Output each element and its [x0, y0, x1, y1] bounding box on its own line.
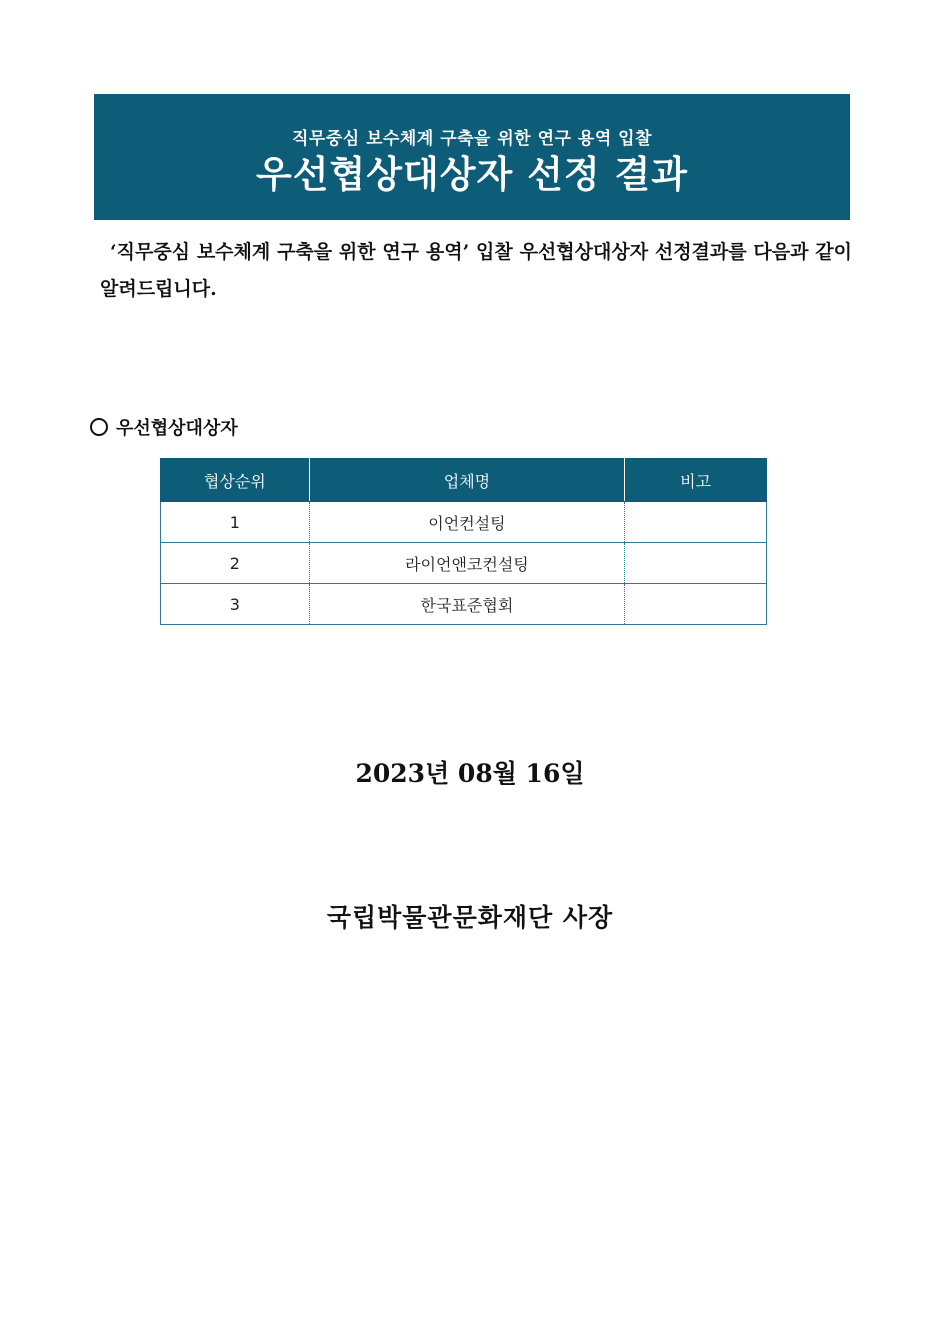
- cell-remarks: [625, 543, 767, 584]
- banner-title: 우선협상대상자 선정 결과: [256, 153, 688, 196]
- section-heading: [90, 414, 238, 440]
- cell-rank: 2: [161, 543, 310, 584]
- intro-paragraph: ‘직무중심 보수체계 구축을 위한 연구 용역’ 입찰 우선협상대상자 선정결과를 다음과 같이 알려드립니다.: [100, 241, 852, 300]
- section-heading-label: 우선협상대상자: [116, 418, 238, 439]
- header-rank: 협상순위: [161, 459, 310, 502]
- announcement-date: 2023년 08월 16일: [355, 759, 585, 788]
- issuer-signature: 국립박물관문화재단 사장: [326, 903, 614, 932]
- cell-company: 이언컨설팅: [309, 502, 625, 543]
- table-row: [161, 584, 767, 625]
- circle-bullet-icon: [90, 418, 108, 436]
- header-remarks: 비고: [625, 459, 767, 502]
- cell-rank: 3: [161, 584, 310, 625]
- result-table: [160, 458, 767, 625]
- title-banner: [94, 94, 850, 220]
- cell-company: 라이언앤코컨설팅: [309, 543, 625, 584]
- cell-company: 한국표준협회: [309, 584, 625, 625]
- banner-subtitle: 직무중심 보수체계 구축을 위한 연구 용역 입찰: [291, 129, 653, 149]
- table-row: [161, 543, 767, 584]
- header-company: 업체명: [309, 459, 625, 502]
- table-row: [161, 502, 767, 543]
- cell-rank: 1: [161, 502, 310, 543]
- cell-remarks: [625, 584, 767, 625]
- cell-remarks: [625, 502, 767, 543]
- table-header-row: [161, 459, 767, 502]
